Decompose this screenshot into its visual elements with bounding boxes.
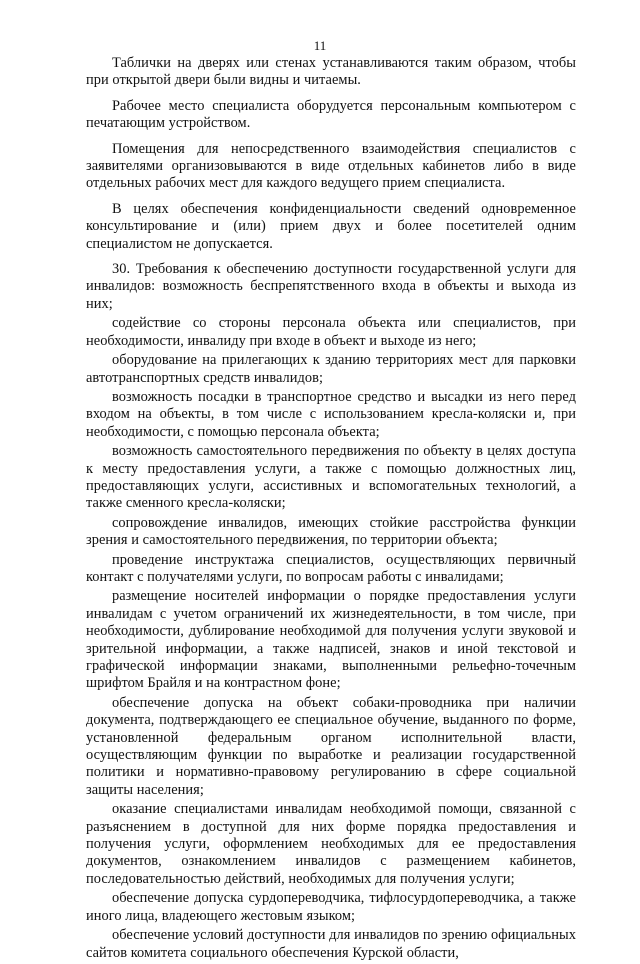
- list-item-independent-movement: возможность самостоятельного передвижения по объекту в целях доступа к месту предоставления услуги, а также с помощью должностных лиц, предоставляющих услуги, ассистивных и вспомогательных технологий, а также сменного кресла-коляски;: [86, 443, 576, 512]
- paragraph-door-signs: Таблички на дверях или стенах устанавливаются таким образом, чтобы при открытой двери были видны и читаемы.: [86, 55, 576, 89]
- paragraph-workplace-computer: Рабочее место специалиста оборудуется персональным компьютером с печатающим устройством.: [86, 97, 576, 132]
- list-item-website-accessibility: обеспечение условий доступности для инвалидов по зрению официальных сайтов комитета социального обеспечения Курской области,: [86, 927, 576, 961]
- list-item-parking: оборудование на прилегающих к зданию территориях мест для парковки автотранспортных средств инвалидов;: [86, 352, 576, 386]
- document-body: [86, 55, 576, 964]
- list-item-information-carriers: размещение носителей информации о порядке предоставления услуги инвалидам с учетом ограничений их жизнедеятельности, в том числе, при необходимости, дублирование необходимой для получения услуги звуковой и зрительной информации, а также надписей, знаков и иной текстовой и графической информации знаками, выполненными рельефно-точечным шрифтом Брайля и на контрастном фоне;: [86, 588, 576, 692]
- list-item-escort: сопровождение инвалидов, имеющих стойкие расстройства функции зрения и самостоятельного передвижения, по территории объекта;: [86, 514, 576, 549]
- list-item-staff-assistance: содействие со стороны персонала объекта или специалистов, при необходимости, инвалиду при входе в объект и выходе из него;: [86, 315, 576, 349]
- list-item-guide-dog: обеспечение допуска на объект собаки-проводника при наличии документа, подтверждающего ее специальное обучение, выданного по форме, установленной федеральным органом исполнительной власти, осуществляющим функции по выработке и реализации государственной политики и нормативно-правовому регулированию в сфере социальной защиты населения;: [86, 694, 576, 798]
- list-item-staff-briefing: проведение инструктажа специалистов, осуществляющих первичный контакт с получателями услуги, по вопросам работы с инвалидами;: [86, 551, 576, 585]
- list-item-specialist-help: оказание специалистами инвалидам необходимой помощи, связанной с разъяснением в доступной для них форме порядка предоставления и получения услуги, оформлением необходимых для ее предоставления документов, ознакомлением инвалидов с размещением кабинетов, последовательностью действий, необходимых для получения услуги;: [86, 801, 576, 887]
- paragraph-confidentiality: В целях обеспечения конфиденциальности сведений одновременное консультирование и (или) прием двух и более посетителей одним специалистом не допускается.: [86, 200, 576, 252]
- paragraph-accessibility-requirements: 30. Требования к обеспечению доступности государственной услуги для инвалидов: возможность беспрепятственного входа в объекты и выхода из них;: [86, 261, 576, 312]
- page-number: 11: [313, 38, 327, 53]
- list-item-transport-boarding: возможность посадки в транспортное средство и высадки из него перед входом на объекты, в том числе с использованием кресла-коляски и, при необходимости, с помощью персонала объекта;: [86, 388, 576, 440]
- paragraph-interaction-rooms: Помещения для непосредственного взаимодействия специалистов с заявителями организовываются в виде отдельных кабинетов либо в виде отдельных рабочих мест для каждого ведущего прием специалиста.: [86, 140, 576, 192]
- list-item-sign-interpreter: обеспечение допуска сурдопереводчика, тифлосурдопереводчика, а также иного лица, владеющего жестовым языком;: [86, 890, 576, 924]
